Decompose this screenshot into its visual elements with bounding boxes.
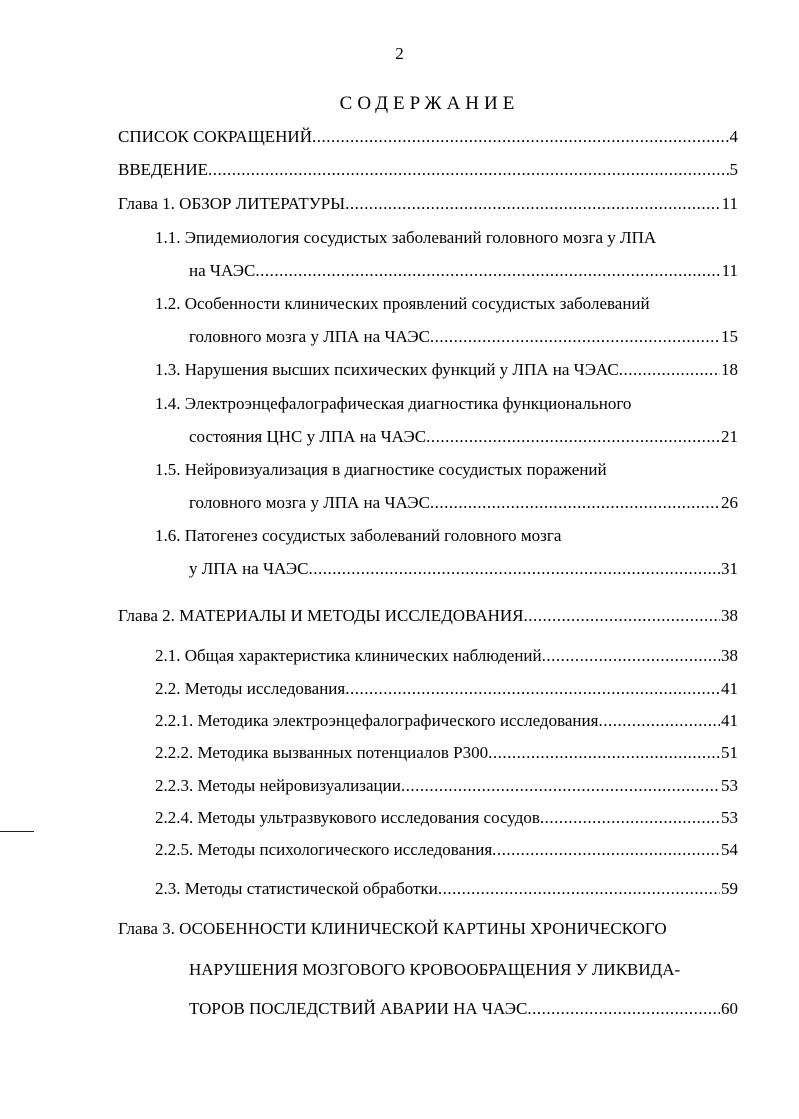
toc-entry-page: 18	[721, 360, 738, 379]
toc-entry-page: 53	[721, 776, 738, 795]
dot-leader	[492, 838, 720, 862]
toc-entry-introduction[interactable]	[118, 158, 738, 182]
dot-leader	[345, 677, 720, 701]
dot-leader	[401, 774, 720, 798]
toc-entry-1-6-line-2[interactable]	[189, 557, 738, 581]
toc-entry-page: 60	[721, 999, 738, 1018]
toc-entry-label: 2.3. Методы статистической обработки	[155, 879, 438, 898]
toc-entry-1-5-line-2[interactable]	[189, 491, 738, 515]
toc-entry-label: Глава 2. МАТЕРИАЛЫ И МЕТОДЫ ИССЛЕДОВАНИЯ	[118, 606, 524, 625]
toc-title: СОДЕРЖАНИЕ	[339, 93, 520, 114]
toc-entry-label-cont: на ЧАЭС	[189, 261, 256, 280]
toc-entry-chapter-3-line-3[interactable]	[189, 997, 738, 1021]
dot-leader	[524, 604, 720, 628]
toc-entry-2-2-4[interactable]	[155, 806, 738, 830]
toc-entry-1-4-line-1[interactable]	[155, 392, 631, 416]
toc-entry-page: 51	[721, 743, 738, 762]
toc-entry-label-cont: у ЛПА на ЧАЭС	[189, 559, 309, 578]
toc-entry-page: 38	[721, 646, 738, 665]
dot-leader	[208, 158, 729, 182]
toc-entry-page: 41	[721, 679, 738, 698]
toc-entry-label: 1.5. Нейровизуализация в диагностике сосудистых поражений	[155, 460, 607, 479]
toc-entry-2-1[interactable]	[155, 644, 738, 668]
toc-entry-1-1-line-2[interactable]	[189, 259, 738, 283]
dot-leader	[527, 997, 720, 1021]
dot-leader	[426, 425, 720, 449]
toc-entry-page: 5	[729, 160, 738, 179]
dot-leader	[598, 709, 720, 733]
toc-entry-label: ВВЕДЕНИЕ	[118, 160, 208, 179]
dot-leader	[438, 877, 720, 901]
toc-entry-label: 1.3. Нарушения высших психических функций у ЛПА на ЧЭАС	[155, 360, 619, 379]
margin-mark	[0, 831, 34, 832]
toc-entry-label: 2.2.1. Методика электроэнцефалографического исследования	[155, 711, 599, 730]
toc-entry-label-cont: состояния ЦНС у ЛПА на ЧАЭС	[189, 427, 427, 446]
toc-entry-label: 2.2.4. Методы ультразвукового исследования сосудов	[155, 808, 540, 827]
toc-entry-label: 2.2.5. Методы психологического исследования	[155, 840, 493, 859]
toc-entry-page: 41	[721, 711, 738, 730]
toc-entry-page: 4	[729, 127, 738, 146]
dot-leader	[430, 325, 720, 349]
toc-entry-label-cont: НАРУШЕНИЯ МОЗГОВОГО КРОВООБРАЩЕНИЯ У ЛИКВИДА-	[189, 960, 681, 979]
toc-entry-2-3[interactable]	[155, 877, 738, 901]
toc-entry-page: 59	[721, 879, 738, 898]
toc-entry-2-2-1[interactable]	[155, 709, 738, 733]
toc-entry-1-4-line-2[interactable]	[189, 425, 738, 449]
toc-entry-1-1-line-1[interactable]	[155, 226, 656, 250]
dot-leader	[488, 741, 720, 765]
toc-entry-page: 54	[721, 840, 738, 859]
page-number: 2	[395, 44, 404, 63]
toc-entry-label: Глава 1. ОБЗОР ЛИТЕРАТУРЫ	[118, 194, 346, 213]
toc-entry-label: 2.1. Общая характеристика клинических наблюдений	[155, 646, 542, 665]
toc-entry-label-cont: головного мозга у ЛПА на ЧАЭС	[189, 327, 430, 346]
toc-entry-label: СПИСОК СОКРАЩЕНИЙ	[118, 127, 312, 146]
toc-entry-page: 15	[721, 327, 738, 346]
toc-entry-1-2-line-2[interactable]	[189, 325, 738, 349]
dot-leader	[255, 259, 720, 283]
dot-leader	[619, 358, 720, 382]
toc-entry-1-3[interactable]	[155, 358, 738, 382]
toc-entry-chapter-3-line-1[interactable]	[118, 917, 667, 941]
toc-entry-page: 11	[721, 194, 738, 213]
toc-entry-2-2-2[interactable]	[155, 741, 738, 765]
toc-entry-page: 31	[721, 559, 738, 578]
toc-entry-1-5-line-1[interactable]	[155, 458, 607, 482]
toc-entry-label-cont: головного мозга у ЛПА на ЧАЭС	[189, 493, 430, 512]
dot-leader	[540, 806, 720, 830]
toc-entry-chapter-1[interactable]	[118, 192, 738, 216]
toc-entry-label: 1.1. Эпидемиология сосудистых заболеваний головного мозга у ЛПА	[155, 228, 657, 247]
toc-entry-label-cont: ТОРОВ ПОСЛЕДСТВИЙ АВАРИИ НА ЧАЭС	[189, 999, 528, 1018]
toc-entry-page: 53	[721, 808, 738, 827]
toc-entry-label: 2.2.2. Методика вызванных потенциалов Р300	[155, 743, 489, 762]
dot-leader	[542, 644, 720, 668]
dot-leader	[308, 557, 720, 581]
toc-entry-2-2-5[interactable]	[155, 838, 738, 862]
toc-entry-2-2[interactable]	[155, 677, 738, 701]
toc-entry-label: 1.6. Патогенез сосудистых заболеваний головного мозга	[155, 526, 562, 545]
toc-entry-label: 2.2. Методы исследования	[155, 679, 346, 698]
dot-leader	[345, 192, 721, 216]
dot-leader	[312, 125, 729, 149]
toc-entry-2-2-3[interactable]	[155, 774, 738, 798]
toc-entry-label: 1.2. Особенности клинических проявлений сосудистых заболеваний	[155, 294, 650, 313]
toc-entry-1-6-line-1[interactable]	[155, 524, 561, 548]
toc-entry-page: 11	[721, 261, 738, 280]
toc-entry-page: 26	[721, 493, 738, 512]
toc-entry-label: 1.4. Электроэнцефалографическая диагностика функционального	[155, 394, 632, 413]
toc-entry-label: Глава 3. ОСОБЕННОСТИ КЛИНИЧЕСКОЙ КАРТИНЫ ХРОНИЧЕСКОГО	[118, 919, 667, 938]
toc-entry-chapter-2[interactable]	[118, 604, 738, 628]
toc-entry-chapter-3-line-2[interactable]	[189, 958, 680, 982]
dot-leader	[430, 491, 720, 515]
toc-entry-label: 2.2.3. Методы нейровизуализации	[155, 776, 401, 795]
toc-entry-abbreviations[interactable]	[118, 125, 738, 149]
toc-entry-page: 21	[721, 427, 738, 446]
toc-entry-1-2-line-1[interactable]	[155, 292, 650, 316]
toc-entry-page: 38	[721, 606, 738, 625]
